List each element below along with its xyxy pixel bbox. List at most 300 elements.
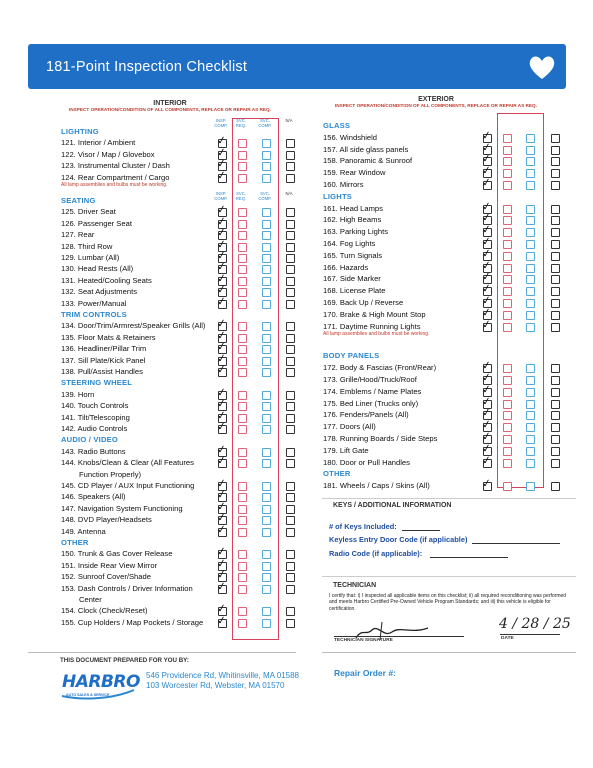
keys-title: KEYS / ADDITIONAL INFORMATION [333,502,452,509]
body-checkbox-svc-req[interactable] [503,400,512,409]
lights-checkbox-na[interactable] [551,287,560,296]
checkmark-icon: ✓ [481,199,493,214]
audio-checkbox-na[interactable] [286,482,295,491]
seating-checkbox-svc-comp[interactable] [262,277,271,286]
audio-checkbox-svc-req[interactable] [238,516,247,525]
checklist-item: 142. Audio Controls [61,424,128,433]
trim-checkbox-svc-comp[interactable] [262,357,271,366]
body-checkbox-na[interactable] [551,400,560,409]
lights-checkbox-svc-req[interactable] [503,216,512,225]
lights-checkbox-svc-comp[interactable] [526,287,535,296]
audio-checkbox-na[interactable] [286,528,295,537]
technician-title: TECHNICIAN [333,582,377,589]
trim-checkbox-svc-comp[interactable] [262,322,271,331]
other-checkbox-svc-comp[interactable] [262,562,271,571]
checklist-item: 169. Back Up / Reverse [323,298,404,307]
trim-checkbox-svc-req[interactable] [238,334,247,343]
audio-checkbox-svc-req[interactable] [238,505,247,514]
seating-checkbox-svc-req[interactable] [238,300,247,309]
seating-checkbox-svc-comp[interactable] [262,265,271,274]
audio-checkbox-na[interactable] [286,516,295,525]
interior-title [60,100,280,112]
audio-checkbox-svc-req[interactable] [238,528,247,537]
body-checkbox-svc-req[interactable] [503,447,512,456]
checklist-item: 178. Running Boards / Side Steps [323,434,438,443]
col-header-svc-req: SVC. REQ. [235,191,247,201]
glass-checkbox-na[interactable] [551,146,560,155]
steering-checkbox-svc-comp[interactable] [262,414,271,423]
glass-checkbox-svc-comp[interactable] [526,134,535,143]
checklist-item: 160. Mirrors [323,180,364,189]
lighting-checkbox-na[interactable] [286,151,295,160]
body-checkbox-na[interactable] [551,447,560,456]
steering-checkbox-svc-req[interactable] [238,414,247,423]
col-header-na: N/A [285,118,293,123]
checkmark-icon: ✓ [216,214,228,229]
keyless-label: Keyless Entry Door Code (if applicable) [329,535,468,544]
lights-checkbox-svc-req[interactable] [503,240,512,249]
lights-checkbox-svc-req[interactable] [503,287,512,296]
checkmark-icon: ✓ [216,316,228,331]
audio-checkbox-na[interactable] [286,448,295,457]
body-checkbox-svc-comp[interactable] [526,459,535,468]
checklist-item: 129. Lumbar (All) [61,253,120,262]
seating-checkbox-na[interactable] [286,208,295,217]
glass-checkbox-svc-comp[interactable] [526,146,535,155]
checkmark-icon: ✓ [216,499,228,514]
audio-checkbox-na[interactable] [286,459,295,468]
lights-checkbox-svc-comp[interactable] [526,311,535,320]
keys-divider [322,498,576,499]
checklist-item: 170. Brake & High Mount Stop [323,309,426,319]
checkmark-icon: ✓ [481,429,493,444]
checkmark-icon: ✓ [481,210,493,225]
checkmark-icon: ✓ [216,522,228,537]
body-checkbox-svc-req[interactable] [503,376,512,385]
lights-checkbox-svc-comp[interactable] [526,240,535,249]
audio-checkbox-svc-comp[interactable] [262,448,271,457]
glass-checkbox-svc-req[interactable] [503,181,512,190]
checkmark-icon: ✓ [216,351,228,366]
other-checkbox-na[interactable] [286,550,295,559]
seating-checkbox-svc-comp[interactable] [262,288,271,297]
dealer-addresses [146,671,299,691]
steering-checkbox-na[interactable] [286,414,295,423]
body-checkbox-svc-comp[interactable] [526,435,535,444]
lighting-checkbox-svc-comp[interactable] [262,139,271,148]
section-seating: SEATING [61,196,96,205]
checklist-item: 128. Third Row [61,241,113,251]
seating-checkbox-na[interactable] [286,243,295,252]
lighting-checkbox-svc-req[interactable] [238,151,247,160]
seating-checkbox-svc-req[interactable] [238,243,247,252]
lights-checkbox-na[interactable] [551,228,560,237]
trim-checkbox-na[interactable] [286,334,295,343]
checklist-item: 130. Head Rests (All) [61,264,134,274]
checklist-item: 143. Radio Buttons [61,446,126,456]
lights-checkbox-na[interactable] [551,299,560,308]
checklist-item: 153. Dash Controls / Driver Information [61,583,193,593]
checklist-item: 131. Heated/Cooling Seats [61,275,152,285]
lighting-checkbox-svc-req[interactable] [238,139,247,148]
section-other: OTHER [61,538,89,547]
audio-checkbox-na[interactable] [286,505,295,514]
lights-note: All lamp assemblies and bulbs must be working. [323,331,430,338]
checklist-item: 146. Speakers (All) [61,492,126,502]
other-checkbox-na[interactable] [286,585,295,594]
lights-checkbox-svc-req[interactable] [503,252,512,261]
seating-checkbox-svc-req[interactable] [238,254,247,263]
exterior-other-checkbox-svc-comp[interactable] [526,482,535,491]
audio-checkbox-svc-req[interactable] [238,482,247,491]
checklist-item: 175. Bed Liner (Trucks only) [323,398,419,408]
lights-checkbox-svc-comp[interactable] [526,323,535,332]
seating-checkbox-na[interactable] [286,254,295,263]
interior-heading: INTERIOR [153,100,187,107]
lights-checkbox-svc-comp[interactable] [526,299,535,308]
glass-checkbox-na[interactable] [551,157,560,166]
tech-divider [322,576,576,577]
date-value: 4 / 28 / 25 [499,616,571,632]
other-checkbox-na[interactable] [286,607,295,616]
steering-checkbox-svc-req[interactable] [238,402,247,411]
seating-checkbox-svc-req[interactable] [238,265,247,274]
lights-checkbox-na[interactable] [551,323,560,332]
steering-checkbox-svc-req[interactable] [238,391,247,400]
glass-checkbox-na[interactable] [551,169,560,178]
checklist-item: 122. Visor / Map / Glovebox [61,149,155,159]
trim-checkbox-svc-comp[interactable] [262,345,271,354]
trim-checkbox-svc-req[interactable] [238,345,247,354]
checklist-item: 171. Daytime Running Lights [323,321,421,331]
seating-checkbox-svc-comp[interactable] [262,220,271,229]
seating-checkbox-svc-req[interactable] [238,288,247,297]
seating-checkbox-svc-comp[interactable] [262,243,271,252]
lights-checkbox-svc-req[interactable] [503,205,512,214]
trim-checkbox-na[interactable] [286,368,295,377]
lighting-checkbox-svc-req[interactable] [238,162,247,171]
lighting-checkbox-na[interactable] [286,174,295,183]
body-checkbox-svc-comp[interactable] [526,376,535,385]
audio-checkbox-svc-comp[interactable] [262,459,271,468]
checklist-item: 136. Headliner/Pillar Trim [61,344,147,354]
checkmark-icon: ✓ [216,362,228,377]
seating-checkbox-na[interactable] [286,300,295,309]
audio-checkbox-svc-comp[interactable] [262,505,271,514]
checklist-item: 144. Knobs/Clean & Clear (All Features [61,458,194,468]
checkmark-icon: ✓ [216,385,228,400]
signature-line[interactable] [334,636,464,637]
lights-checkbox-svc-req[interactable] [503,323,512,332]
exterior-other-checkbox-svc-req[interactable] [503,482,512,491]
body-checkbox-svc-req[interactable] [503,459,512,468]
lighting-checkbox-na[interactable] [286,162,295,171]
seating-checkbox-na[interactable] [286,220,295,229]
body-checkbox-na[interactable] [551,411,560,420]
checklist-item: 134. Door/Trim/Armrest/Speaker Grills (All) [61,321,206,331]
other-checkbox-svc-comp[interactable] [262,550,271,559]
lights-checkbox-svc-req[interactable] [503,264,512,273]
checklist-item: 135. Floor Mats & Retainers [61,332,156,342]
audio-checkbox-svc-comp[interactable] [262,482,271,491]
checkmark-icon: ✓ [216,556,228,571]
checkmark-icon: ✓ [216,145,228,160]
other-checkbox-na[interactable] [286,562,295,571]
checklist-item: 167. Side Marker [323,274,381,284]
checklist-item: 165. Turn Signals [323,250,383,260]
other-checkbox-svc-req[interactable] [238,607,247,616]
lights-checkbox-svc-comp[interactable] [526,275,535,284]
body-checkbox-na[interactable] [551,459,560,468]
lighting-checkbox-svc-comp[interactable] [262,162,271,171]
checkmark-icon: ✓ [481,128,493,143]
checklist-item: 173. Grille/Hood/Truck/Roof [323,375,417,384]
checkmark-icon: ✓ [481,140,493,155]
exterior-other-checkbox-na[interactable] [551,482,560,491]
audio-checkbox-svc-req[interactable] [238,493,247,502]
checklist-item: 155. Cup Holders / Map Pockets / Storage [61,617,204,627]
section-exterior-other: OTHER [323,469,351,479]
section-audio: AUDIO / VIDEO [61,435,119,445]
num-keys-field[interactable] [402,530,440,531]
audio-checkbox-na[interactable] [286,493,295,502]
body-checkbox-svc-req[interactable] [503,423,512,432]
body-checkbox-na[interactable] [551,388,560,397]
steering-checkbox-na[interactable] [286,402,295,411]
checklist-item: 176. Fenders/Panels (All) [323,410,409,420]
trim-checkbox-svc-req[interactable] [238,368,247,377]
checklist-item: 138. Pull/Assist Handles [61,367,143,376]
address-1: 546 Providence Rd, Whitinsville, MA 01588 [146,671,299,680]
lights-checkbox-svc-req[interactable] [503,228,512,237]
glass-checkbox-svc-comp[interactable] [526,169,535,178]
checklist-item: 125. Driver Seat [61,207,116,217]
page-title: 181-Point Inspection Checklist [46,59,248,75]
signature-label: TECHNICIAN SIGNATURE [334,638,393,643]
checkmark-icon: ✓ [216,328,228,343]
body-checkbox-svc-req[interactable] [503,411,512,420]
date-label: DATE [501,636,514,641]
checkmark-icon: ✓ [216,408,228,423]
seating-checkbox-svc-req[interactable] [238,231,247,240]
seating-checkbox-svc-comp[interactable] [262,231,271,240]
checklist-item: 137. Sill Plate/Kick Panel [61,355,146,365]
other-checkbox-svc-comp[interactable] [262,585,271,594]
checkmark-icon: ✓ [216,601,228,616]
other-checkbox-svc-req[interactable] [238,585,247,594]
checkmark-icon: ✓ [481,405,493,420]
glass-checkbox-svc-req[interactable] [503,134,512,143]
lights-checkbox-svc-comp[interactable] [526,205,535,214]
exterior-subtitle: INSPECT OPERATION/CONDITION OF ALL COMPONENTS, REPLACE OR REPAIR AS REQ. [334,103,537,108]
checkmark-icon: ✓ [216,202,228,217]
lights-checkbox-svc-req[interactable] [503,299,512,308]
seating-checkbox-svc-comp[interactable] [262,254,271,263]
body-checkbox-na[interactable] [551,364,560,373]
checkmark-icon: ✓ [216,567,228,582]
lights-checkbox-svc-comp[interactable] [526,252,535,261]
seating-checkbox-svc-comp[interactable] [262,300,271,309]
trim-checkbox-svc-req[interactable] [238,357,247,366]
trim-checkbox-na[interactable] [286,322,295,331]
checkmark-icon: ✓ [216,259,228,274]
trim-checkbox-na[interactable] [286,345,295,354]
other-checkbox-na[interactable] [286,619,295,628]
trim-checkbox-svc-req[interactable] [238,322,247,331]
logo-text: HARBRO [62,672,140,692]
interior-subtitle: INSPECT OPERATION/CONDITION OF ALL COMPONENTS, REPLACE OR REPAIR AS REQ. [68,107,271,112]
lighting-checkbox-na[interactable] [286,139,295,148]
lighting-checkbox-svc-req[interactable] [238,174,247,183]
checklist-item: 162. High Beams [323,215,382,225]
seating-checkbox-svc-req[interactable] [238,277,247,286]
checkmark-icon: ✓ [216,487,228,502]
glass-checkbox-svc-comp[interactable] [526,157,535,166]
checkmark-icon: ✓ [216,225,228,240]
glass-checkbox-svc-req[interactable] [503,157,512,166]
glass-checkbox-na[interactable] [551,181,560,190]
checkmark-icon: ✓ [216,133,228,148]
radio-code-field[interactable] [430,557,508,558]
body-checkbox-svc-comp[interactable] [526,447,535,456]
checklist-item: 123. Instrumental Cluster / Dash [61,161,170,171]
lights-checkbox-na[interactable] [551,311,560,320]
seating-checkbox-na[interactable] [286,288,295,297]
checklist-item: 126. Passenger Seat [61,218,132,228]
body-checkbox-svc-comp[interactable] [526,423,535,432]
steering-checkbox-svc-comp[interactable] [262,402,271,411]
seating-checkbox-na[interactable] [286,231,295,240]
lights-checkbox-na[interactable] [551,252,560,261]
other-checkbox-svc-req[interactable] [238,550,247,559]
other-checkbox-svc-req[interactable] [238,619,247,628]
checkmark-icon: ✓ [481,258,493,273]
checklist-item: 145. CD Player / AUX Input Functioning [61,481,195,490]
glass-checkbox-svc-req[interactable] [503,146,512,155]
keyless-field[interactable] [472,543,560,544]
checkmark-icon: ✓ [481,175,493,190]
seating-checkbox-svc-comp[interactable] [262,208,271,217]
checklist-item: 121. Interior / Ambient [61,138,136,148]
body-checkbox-na[interactable] [551,423,560,432]
section-glass: GLASS [323,121,351,130]
other-checkbox-svc-comp[interactable] [262,607,271,616]
lighting-checkbox-svc-comp[interactable] [262,151,271,160]
other-checkbox-svc-comp[interactable] [262,573,271,582]
checkmark-icon: ✓ [481,441,493,456]
checkmark-icon: ✓ [481,358,493,373]
body-checkbox-svc-comp[interactable] [526,364,535,373]
checkmark-icon: ✓ [216,453,228,468]
steering-checkbox-svc-comp[interactable] [262,391,271,400]
checklist-item: 177. Doors (All) [323,422,376,432]
other-checkbox-svc-comp[interactable] [262,619,271,628]
steering-checkbox-svc-comp[interactable] [262,425,271,434]
checklist-item: 127. Rear [61,230,95,240]
checklist-item: 158. Panoramic & Sunroof [323,156,413,166]
trim-checkbox-svc-comp[interactable] [262,334,271,343]
checkmark-icon: ✓ [481,370,493,385]
body-checkbox-svc-req[interactable] [503,364,512,373]
audio-checkbox-svc-req[interactable] [238,448,247,457]
checkmark-icon: ✓ [216,156,228,171]
checklist-item: 179. Lift Gate [323,445,369,455]
lights-checkbox-svc-comp[interactable] [526,264,535,273]
trim-checkbox-na[interactable] [286,357,295,366]
lighting-checkbox-svc-comp[interactable] [262,174,271,183]
glass-checkbox-svc-comp[interactable] [526,181,535,190]
col-header-svc-comp: SVC. COMP. [258,118,272,128]
checkmark-icon: ✓ [481,317,493,332]
body-checkbox-svc-req[interactable] [503,435,512,444]
checklist-item: 139. Horn [61,389,95,399]
audio-checkbox-svc-req[interactable] [238,459,247,468]
section-lights: LIGHTS [323,191,353,201]
glass-checkbox-na[interactable] [551,134,560,143]
checklist-item: Function Properly) [79,469,142,479]
other-checkbox-na[interactable] [286,573,295,582]
body-checkbox-svc-comp[interactable] [526,388,535,397]
body-checkbox-na[interactable] [551,376,560,385]
trim-checkbox-svc-comp[interactable] [262,368,271,377]
header-bar [28,44,566,89]
lights-checkbox-svc-comp[interactable] [526,216,535,225]
checkmark-icon: ✓ [481,417,493,432]
body-checkbox-na[interactable] [551,435,560,444]
date-line[interactable] [500,634,560,635]
checkmark-icon: ✓ [216,544,228,559]
checklist-item: 141. Tilt/Telescoping [61,412,130,422]
lights-checkbox-na[interactable] [551,264,560,273]
checkmark-icon: ✓ [481,222,493,237]
seating-checkbox-svc-req[interactable] [238,208,247,217]
body-checkbox-svc-comp[interactable] [526,400,535,409]
checkmark-icon: ✓ [481,382,493,397]
body-checkbox-svc-comp[interactable] [526,411,535,420]
body-checkbox-svc-req[interactable] [503,388,512,397]
lights-checkbox-svc-comp[interactable] [526,228,535,237]
lights-checkbox-na[interactable] [551,275,560,284]
lights-checkbox-svc-req[interactable] [503,275,512,284]
seating-checkbox-na[interactable] [286,265,295,274]
checklist-item: 132. Seat Adjustments [61,287,137,297]
audio-checkbox-svc-comp[interactable] [262,528,271,537]
lights-checkbox-na[interactable] [551,240,560,249]
section-trim: TRIM CONTROLS [61,310,127,319]
steering-checkbox-na[interactable] [286,425,295,434]
lights-checkbox-na[interactable] [551,205,560,214]
audio-checkbox-svc-comp[interactable] [262,493,271,502]
other-checkbox-svc-req[interactable] [238,573,247,582]
other-checkbox-svc-req[interactable] [238,562,247,571]
seating-checkbox-svc-req[interactable] [238,220,247,229]
checkmark-icon: ✓ [216,510,228,525]
checkmark-icon: ✓ [216,476,228,491]
glass-checkbox-svc-req[interactable] [503,169,512,178]
steering-checkbox-svc-req[interactable] [238,425,247,434]
checklist-item: 148. DVD Player/Headsets [61,515,152,525]
section-body: BODY PANELS [323,351,380,361]
checklist-item: 149. Antenna [61,526,106,536]
steering-checkbox-na[interactable] [286,391,295,400]
seating-checkbox-na[interactable] [286,277,295,286]
address-2: 103 Worcester Rd, Webster, MA 01570 [146,681,285,690]
lights-checkbox-svc-req[interactable] [503,311,512,320]
checkmark-icon: ✓ [481,476,493,491]
lights-checkbox-na[interactable] [551,216,560,225]
checklist-item: 124. Rear Compartment / Cargo [61,172,170,182]
audio-checkbox-svc-comp[interactable] [262,516,271,525]
